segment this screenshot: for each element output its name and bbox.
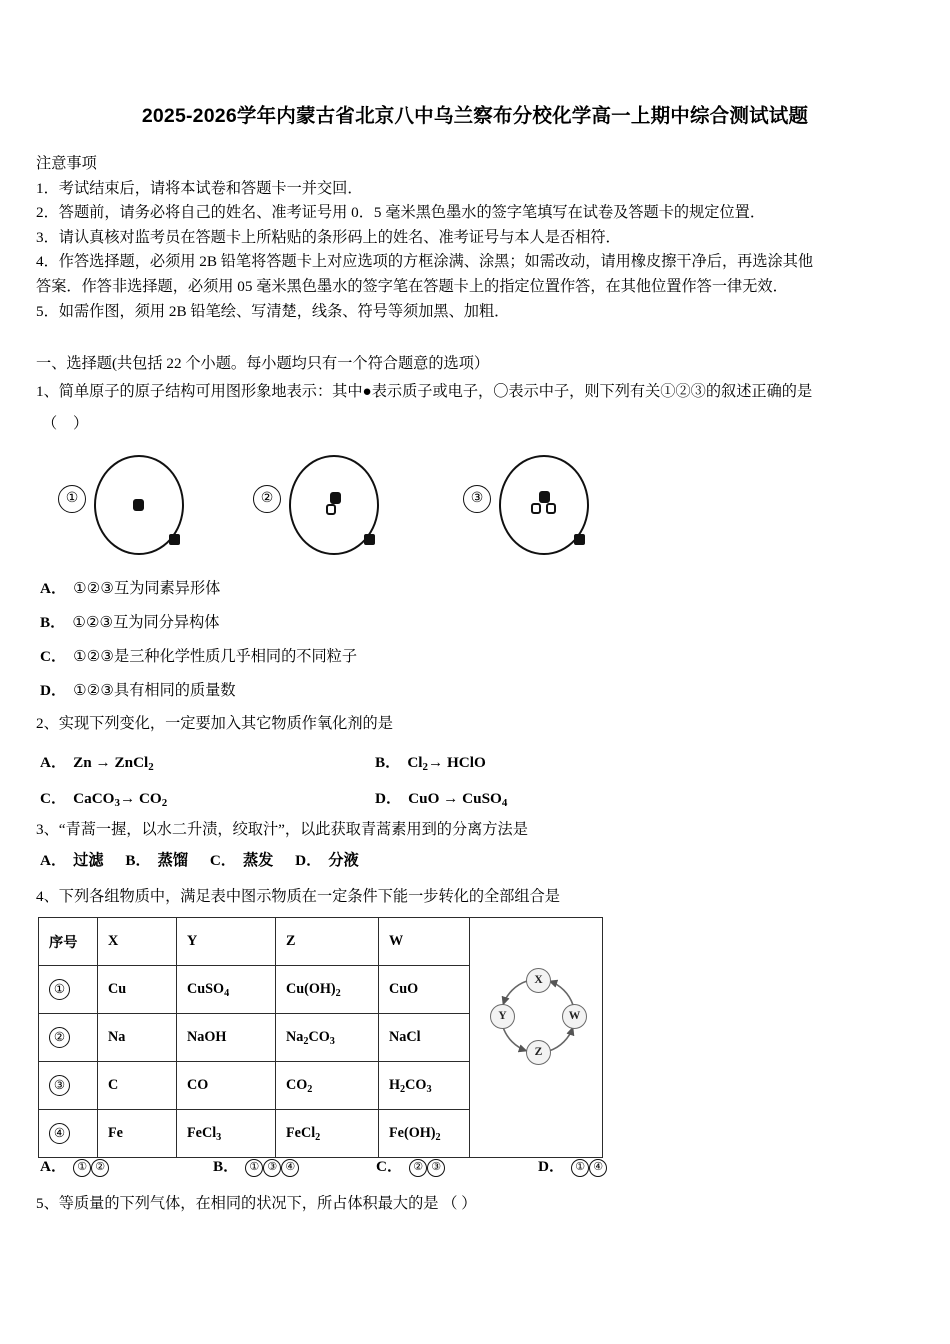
circled-number: ④ [281, 1159, 299, 1177]
atom-2-index-label: ② [253, 485, 281, 513]
cycle-node-y: Y [490, 1004, 515, 1029]
option-text: ①②③是三种化学性质几乎相同的不同粒子 [73, 648, 358, 665]
cell-x: Cu [98, 966, 177, 1014]
option-d[interactable] [375, 781, 507, 821]
column-header-z: Z [276, 918, 379, 966]
atom-1-nucleus [122, 490, 156, 520]
question-2-options [40, 745, 740, 817]
notice-line-4: 4．作答选择题，必须用 2B 铅笔将答题卡上对应选项的方框涂满、涂黑；如需改动，请用橡皮擦干净后，再选涂其他 [36, 253, 814, 271]
cell-w: CuO [379, 966, 470, 1014]
option-c[interactable] [40, 781, 167, 821]
option-text: ①②③互为同素异形体 [73, 580, 221, 597]
row-index [39, 1110, 98, 1158]
cell-y: CuSO$_4$ [177, 966, 276, 1014]
option-text: 过滤 [73, 852, 104, 869]
circled-number: ④ [49, 1123, 70, 1144]
cell-y: CO [177, 1062, 276, 1110]
question-4-stem: 4、下列各组物质中，满足表中图示物质在一定条件下能一步转化的全部组合是 [36, 888, 560, 905]
question-1-stem: 1、简单原子的原子结构可用图形象地表示：其中●表示质子或电子，〇表示中子，则下列有关①②③的叙述正确的是 [36, 383, 813, 400]
option-label: C． [40, 648, 67, 665]
table-header-row [39, 918, 603, 966]
cell-x: Na [98, 1014, 177, 1062]
option-a[interactable] [40, 1155, 109, 1177]
option-a[interactable] [40, 852, 104, 869]
option-label: D． [295, 852, 322, 869]
option-d[interactable] [538, 1155, 607, 1177]
proton-icon [539, 491, 550, 503]
option-label: B． [375, 754, 401, 771]
cell-z: $CO_2$ [276, 1062, 379, 1110]
option-formula: CuO → CuSO$_4$ [408, 790, 508, 810]
option-label: A． [40, 852, 67, 869]
question-1-options [40, 572, 640, 708]
atom-1-electron-shell-icon [94, 455, 184, 555]
option-row[interactable] [40, 572, 640, 606]
cycle-diagram-cell [470, 918, 603, 1158]
option-label: A． [40, 580, 67, 597]
option-row[interactable] [40, 674, 640, 708]
circled-number: ③ [427, 1159, 445, 1177]
proton-icon [133, 499, 144, 511]
circled-number: ② [49, 1027, 70, 1048]
electron-icon [169, 534, 180, 545]
option-text: ①②③具有相同的质量数 [73, 682, 236, 699]
atom-3-nucleus [527, 490, 561, 520]
cell-y: FeCl$_3$ [177, 1110, 276, 1158]
option-formula: CaCO$_3$→ $CO_2$ [73, 790, 168, 810]
notice-line-3: 3．请认真核对监考员在答题卡上所粘贴的条形码上的姓名、准考证号与本人是否相符． [36, 228, 621, 246]
option-label: B． [213, 1158, 239, 1175]
question-5-stem: 5、等质量的下列气体，在相同的状况下，所占体积最大的是 （ ） [36, 1195, 477, 1212]
atom-3-electron-shell-icon [499, 455, 589, 555]
option-label: D． [538, 1158, 565, 1175]
cell-y: NaOH [177, 1014, 276, 1062]
cell-z: $Na_2CO_3$ [276, 1014, 379, 1062]
neutron-icon [326, 504, 336, 515]
neutron-icon [546, 503, 556, 514]
option-text: ①②③互为同分异构体 [72, 614, 220, 631]
cycle-node-w: W [562, 1004, 587, 1029]
circled-number: ② [91, 1159, 109, 1177]
option-b[interactable] [125, 852, 188, 869]
cell-w: $Fe(OH)_2$ [379, 1110, 470, 1158]
circled-number: ② [409, 1159, 427, 1177]
circled-number: ① [49, 979, 70, 1000]
circled-number: ③ [49, 1075, 70, 1096]
option-label: C． [40, 790, 67, 807]
section-heading: 一、选择题(共包括 22 个小题。每小题均只有一个符合题意的选项） [36, 355, 490, 372]
option-label: B． [125, 852, 151, 869]
notice-line-5: 5．如需作图，须用 2B 铅笔绘、写清楚，线条、符号等须加黑、加粗． [36, 302, 510, 320]
option-text: 蒸馏 [157, 852, 189, 869]
column-header-w: W [379, 918, 470, 966]
option-formula: Zn → ZnCl$_2$ [73, 754, 154, 774]
row-index [39, 966, 98, 1014]
option-d[interactable] [295, 852, 359, 869]
substance-conversion-table [38, 917, 603, 1158]
cell-z: FeCl$_2$ [276, 1110, 379, 1158]
option-formula: $Cl_2\to$ HClO [407, 754, 486, 774]
circled-number: ④ [589, 1159, 607, 1177]
atom-diagram-3 [455, 447, 645, 565]
notice-block [36, 152, 926, 324]
column-header-y: Y [177, 918, 276, 966]
option-label: D． [375, 790, 402, 807]
cell-x: C [98, 1062, 177, 1110]
question-1-answer-blank: （ ） [42, 415, 95, 432]
circled-number: ① [73, 1159, 91, 1177]
option-row-pair [40, 745, 740, 781]
atom-2-nucleus [317, 490, 351, 520]
atom-1-index-label: ① [58, 485, 86, 513]
option-row-pair [40, 781, 740, 817]
column-header-index: 序号 [39, 918, 98, 966]
cycle-node-z: Z [526, 1040, 551, 1065]
cell-x: Fe [98, 1110, 177, 1158]
option-label: A． [40, 1158, 67, 1175]
notice-line-1: 1．考试结束后，请将本试卷和答题卡一并交回． [36, 179, 363, 197]
option-row[interactable] [40, 606, 640, 640]
atom-2-electron-shell-icon [289, 455, 379, 555]
atom-diagram-1 [50, 447, 240, 565]
neutron-icon [531, 503, 541, 514]
option-c[interactable] [210, 852, 274, 869]
circled-number: ① [571, 1159, 589, 1177]
option-label: D． [40, 682, 67, 699]
question-3-options [40, 849, 377, 870]
option-label: A． [40, 754, 67, 771]
option-b[interactable] [375, 745, 486, 785]
xyzw-cycle-diagram [488, 966, 588, 1066]
proton-icon [330, 492, 341, 504]
question-2-stem: 2、实现下列变化，一定要加入其它物质作氧化剂的是 [36, 715, 393, 732]
row-index [39, 1014, 98, 1062]
atom-diagram-2 [245, 447, 435, 565]
option-b[interactable] [213, 1155, 299, 1177]
option-label: B． [40, 614, 66, 631]
option-label: C． [209, 852, 236, 869]
electron-icon [364, 534, 375, 545]
option-c[interactable] [376, 1155, 445, 1177]
option-label: C． [376, 1158, 403, 1175]
row-index [39, 1062, 98, 1110]
option-a[interactable] [40, 745, 154, 785]
notice-heading: 注意事项 [36, 155, 97, 172]
notice-line-2: 2．答题前，请务必将自己的姓名、准考证号用 0．5 毫米黑色墨水的签字笔填写在试卷及答题卡的规定位置． [36, 204, 765, 222]
circled-number: ③ [263, 1159, 281, 1177]
cell-w: $H_2CO_3$ [379, 1062, 470, 1110]
atom-3-index-label: ③ [463, 485, 491, 513]
cell-z: $Cu(OH)_2$ [276, 966, 379, 1014]
cycle-node-x: X [526, 968, 551, 993]
notice-line-4-cont: 答案．作答非选择题，必须用 05 毫米黑色墨水的签字笔在答题卡上的指定位置作答，在其他位置作答一律无效． [36, 277, 788, 295]
cell-w: NaCl [379, 1014, 470, 1062]
atom-structure-figure [40, 447, 640, 565]
electron-icon [574, 534, 585, 545]
option-text: 分液 [328, 852, 359, 869]
column-header-x: X [98, 918, 177, 966]
option-text: 蒸发 [242, 852, 274, 869]
circled-number: ① [245, 1159, 263, 1177]
option-row[interactable] [40, 640, 640, 674]
page-title: 2025-2026学年内蒙古省北京八中乌兰察布分校化学高一上期中综合测试试题 [141, 105, 809, 127]
question-3-stem: 3、“青蒿一握，以水二升渍，绞取汁”，以此获取青蒿素用到的分离方法是 [36, 821, 528, 838]
